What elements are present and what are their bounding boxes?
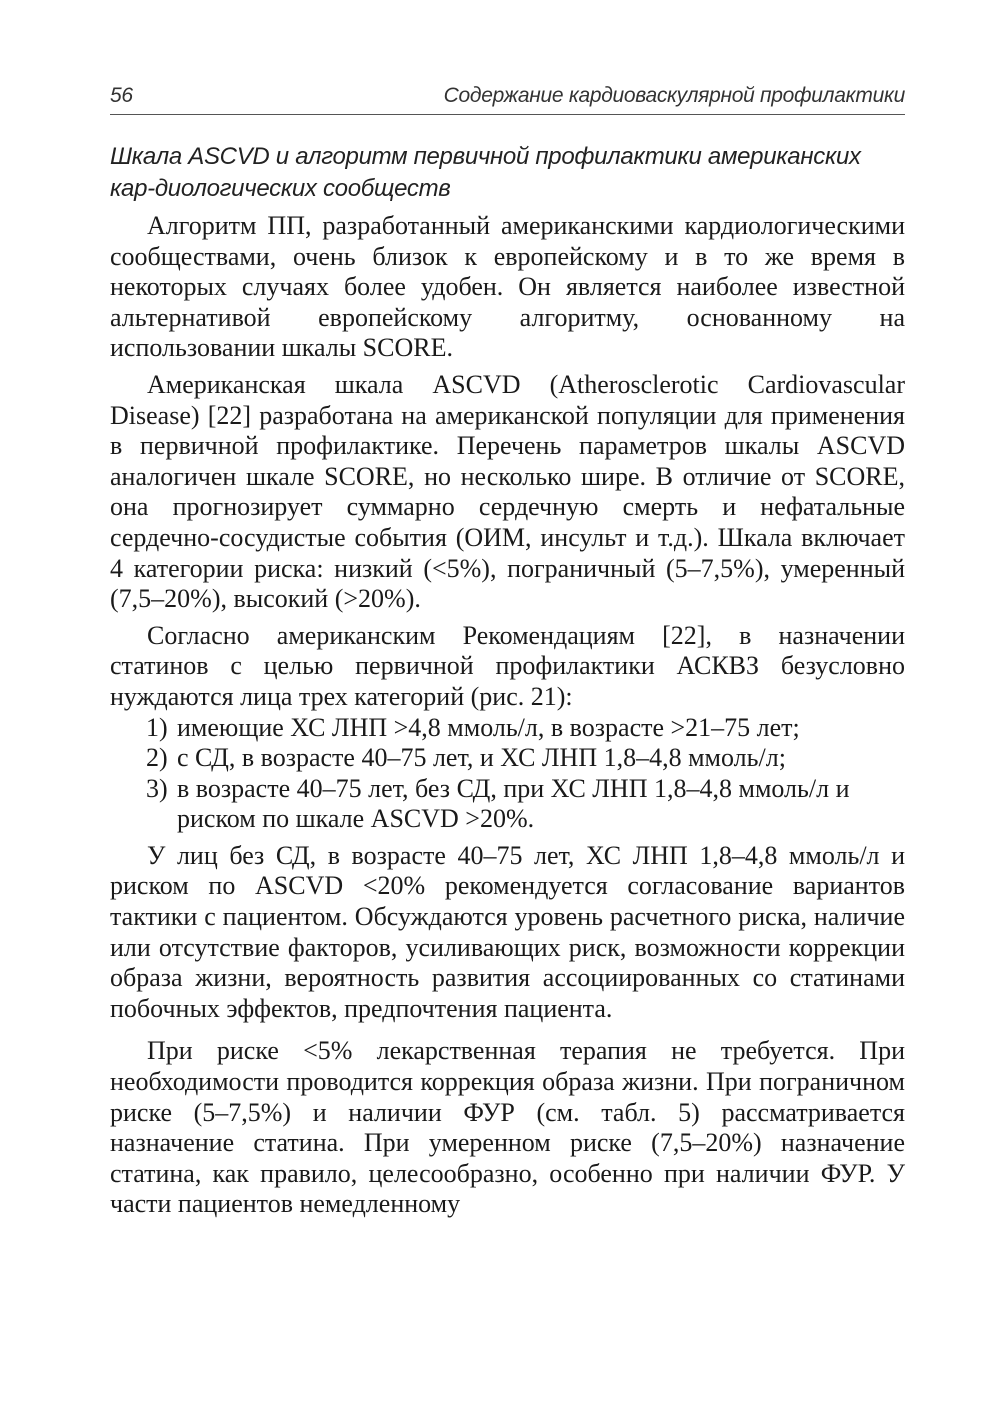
list-item-text: в возрасте 40–75 лет, без СД, при ХС ЛНП 1,8–4,8 ммоль/л и риском по шкале ASCVD >20%.: [177, 773, 850, 834]
body-text: [110, 211, 905, 1220]
running-title: Содержание кардиоваскулярной профилактики: [443, 84, 905, 107]
list-item: [110, 743, 905, 774]
list-item-text: имеющие ХС ЛНП >4,8 ммоль/л, в возрасте >21–75 лет;: [177, 712, 800, 742]
list-item-number: 3): [146, 773, 168, 803]
section-title: Шкала ASCVD и алгоритм первичной профилактики американских кар-диологических сообществ: [110, 143, 861, 202]
list-item: [110, 774, 905, 835]
list-item-number: 2): [146, 743, 168, 773]
list-item: [110, 713, 905, 744]
paragraph-recommendations: Согласно американским Рекомендациям [22], в назначении статинов с целью первичной профилактики АСКВЗ безусловно нуждаются лица трех категорий (рис. 21):: [110, 620, 905, 711]
page-number: 56: [110, 84, 133, 107]
list-item-number: 1): [146, 712, 168, 742]
paragraph-intro: Алгоритм ПП, разработанный американскими кардиологическими сообществами, очень близок к европейскому и в то же время в некоторых случаях более удобен. Он является наиболее известной альтернативой европейскому алгоритму, основанному на использовании шкалы SCORE.: [110, 211, 905, 363]
paragraph-risk-tactics: При риске <5% лекарственная терапия не требуется. При необходимости проводится коррекция образа жизни. При пограничном риске (5–7,5%) и наличии ФУР (см. табл. 5) рассматривается назначение статина. При умеренном риске (7,5–20%) назначение статина, как правило, целесообразно, особенно при наличии ФУР. У части пациентов немедленному: [110, 1036, 905, 1219]
page: [110, 84, 905, 1220]
running-header: [110, 84, 905, 115]
statin-indication-list: [110, 713, 905, 835]
list-item-text: с СД, в возрасте 40–75 лет, и ХС ЛНП 1,8–4,8 ммоль/л;: [177, 743, 786, 773]
paragraph-shared-decision: У лиц без СД, в возрасте 40–75 лет, ХС ЛНП 1,8–4,8 ммоль/л и риском по ASCVD <20% рекомендуется согласование вариантов тактики с пациентом. Обсуждаются уровень расчетного риска, наличие или отсутствие факторов, усиливающих риск, возможности коррекции образа жизни, вероятность развития ассоциированных со статинами побочных эффектов, предпочтения пациента.: [110, 840, 905, 1023]
paragraph-ascvd-description: Американская шкала ASCVD (Atherosclerotic Cardiovascular Disease) [22] разработана на американской популяции для применения в первичной профилактике. Перечень параметров шкалы ASCVD аналогичен шкале SCORE, но несколько шире. В отличие от SCORE, она прогнозирует суммарно сердечную смерть и нефатальные сердечно-сосудистые события (ОИМ, инсульт и т.д.). Шкала включает 4 категории риска: низкий (<5%), пограничный (5–7,5%), умеренный (7,5–20%), высокий (>20%).: [110, 369, 905, 614]
